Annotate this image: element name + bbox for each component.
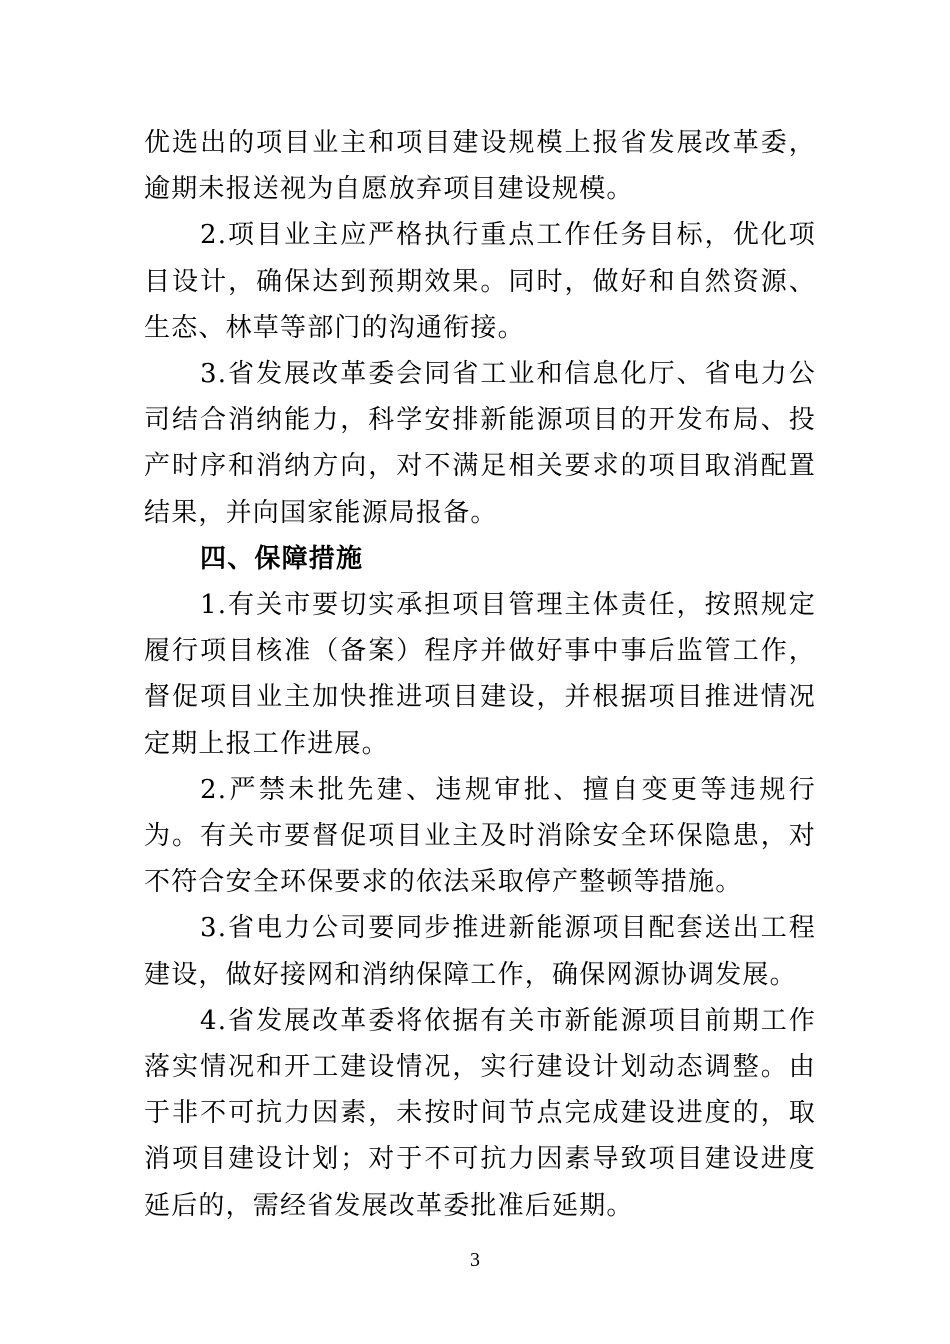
section-paragraph-3: 3.省电力公司要同步推进新能源项目配套送出工程建设，做好接网和消纳保障工作，确保网源协调发展。: [144, 913, 816, 990]
paragraph-item-3: 3.省发展改革委会同省工业和信息化厅、省电力公司结合消纳能力，科学安排新能源项目的开发布局、投产时序和消纳方向，对不满足相关要求的项目取消配置结果，并向国家能源局报备。: [144, 359, 816, 528]
section-heading: 四、保障措施: [200, 543, 364, 574]
section-paragraph-2: 2.严禁未批先建、违规审批、擅自变更等违规行为。有关市要督促项目业主及时消除安全环保隐患，对不符合安全环保要求的依法采取停产整顿等措施。: [144, 774, 816, 898]
paragraph-continuation: 优选出的项目业主和项目建设规模上报省发展改革委，逾期未报送视为自愿放弃项目建设规模。: [144, 128, 816, 205]
page-number: 3: [470, 1249, 480, 1271]
paragraph-item-2: 2.项目业主应严格执行重点工作任务目标，优化项目设计，确保达到预期效果。同时，做好和自然资源、生态、林草等部门的沟通衔接。: [144, 220, 816, 343]
document-body: [144, 120, 816, 1229]
section-paragraph-1: 1.有关市要切实承担项目管理主体责任，按照规定履行项目核准（备案）程序并做好事中事后监管工作，督促项目业主加快推进项目建设，并根据项目推进情况定期上报工作进展。: [144, 590, 816, 759]
section-paragraph-4: 4.省发展改革委将依据有关市新能源项目前期工作落实情况和开工建设情况，实行建设计划动态调整。由于非不可抗力因素，未按时间节点完成建设进度的，取消项目建设计划；对于不可抗力因素导致项目建设进度延后的，需经省发展改革委批准后延期。: [144, 1005, 816, 1221]
